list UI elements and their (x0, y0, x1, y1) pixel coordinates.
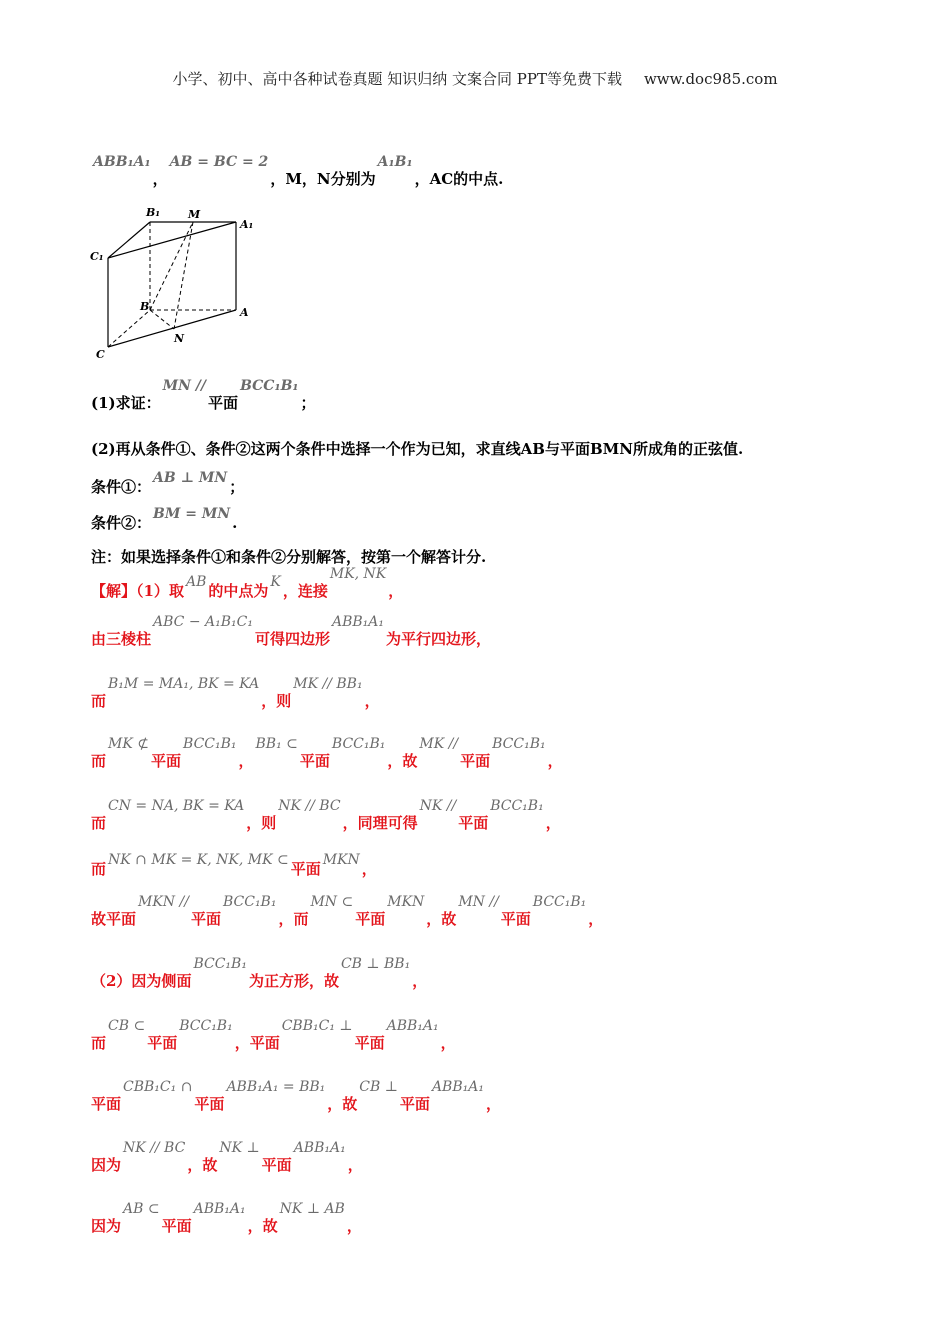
header-text: 小学、初中、高中各种试卷真题 知识归纳 文案合同 PPT等免费下载 (172, 70, 622, 88)
text: 的中点为 (208, 582, 269, 600)
label-C1: C₁ (90, 250, 104, 263)
math: BCC₁B₁ (183, 736, 237, 752)
text: 平面 (355, 910, 386, 928)
solution-line-6 (91, 852, 377, 879)
text: （2）因为侧面 (91, 972, 192, 990)
question-2: (2)再从条件①、条件②这两个条件中选择一个作为已知，求直线AB与平面BMN所成角的正弦值. (91, 440, 744, 458)
text: 平面 (161, 1217, 192, 1235)
text: 【解】（1）取 (91, 582, 184, 600)
solution-line-7 (91, 894, 604, 929)
math: BM = MN (153, 506, 231, 522)
math: BCC₁B₁ (331, 736, 386, 752)
text: 条件①： (91, 478, 152, 496)
label-M: M (188, 208, 201, 221)
math: MK ⊄ (108, 736, 149, 752)
text: 平面 (190, 910, 221, 928)
text: ； (300, 394, 316, 412)
text: ， (238, 752, 254, 770)
header-url[interactable]: www.doc985.com (643, 70, 778, 88)
math: MK, NK (329, 566, 387, 582)
math: AB ⊂ (123, 1201, 160, 1217)
math: ABB₁A₁ (431, 1079, 484, 1095)
text: 而 (91, 860, 107, 878)
math: AB (185, 574, 207, 590)
text: 因为 (91, 1156, 122, 1174)
math: CB ⊥ (359, 1079, 398, 1095)
math: NK // BC (123, 1140, 186, 1156)
math: AB = BC = 2 (169, 154, 269, 170)
text: 平面 (500, 910, 531, 928)
math: NK // (419, 798, 457, 814)
text: ，平面 (234, 1034, 280, 1052)
text: ， (545, 814, 561, 832)
math: ABB₁A₁ (193, 1201, 246, 1217)
text: (1)求证： (91, 394, 161, 412)
math: ABB₁A₁ (293, 1140, 346, 1156)
math: CBB₁C₁ ∩ (123, 1079, 193, 1095)
text: 由三棱柱 (91, 630, 152, 648)
text: ，故 (387, 752, 418, 770)
math: NK // BC (278, 798, 341, 814)
label-A1: A₁ (240, 218, 254, 231)
text: ，同理可得 (342, 814, 418, 832)
text: . (232, 514, 238, 532)
math: CN = NA, BK = KA (108, 798, 245, 814)
label-B1: B₁ (146, 206, 161, 219)
math: BCC₁B₁ (492, 736, 546, 752)
question-1 (91, 378, 316, 413)
text: 而 (91, 752, 107, 770)
text: ， (388, 582, 404, 600)
text: ， (346, 1217, 362, 1235)
label-A: A (240, 306, 249, 319)
math: NK ⊥ AB (279, 1201, 345, 1217)
prism-figure (88, 202, 268, 362)
text: ，故 (426, 910, 457, 928)
text: ，M，N分别为 (270, 170, 376, 188)
text: 而 (91, 1034, 107, 1052)
text: ； (229, 478, 245, 496)
math: MKN (387, 894, 425, 910)
problem-intro (91, 154, 504, 189)
math: BCC₁B₁ (240, 378, 299, 394)
text: ， (588, 910, 604, 928)
text: ，则 (261, 692, 292, 710)
math: BCC₁B₁ (193, 956, 247, 972)
text: 可得四边形 (254, 630, 330, 648)
text: 因为 (91, 1217, 122, 1235)
math: AB ⊥ MN (153, 470, 228, 486)
text: ，AC的中点. (414, 170, 504, 188)
math: NK ∩ MK = K, NK, MK ⊂ (108, 852, 289, 868)
text: ，故 (187, 1156, 218, 1174)
math: MKN // (138, 894, 189, 910)
math: MN ⊂ (310, 894, 354, 910)
text: ， (440, 1034, 456, 1052)
math: K (270, 574, 281, 590)
math: BCC₁B₁ (532, 894, 587, 910)
text: ， (152, 170, 168, 188)
text: ，故 (327, 1095, 358, 1113)
text: 平面 (399, 1095, 430, 1113)
text: ， (485, 1095, 501, 1113)
text: ，则 (246, 814, 277, 832)
text: 平面 (151, 752, 182, 770)
text: ， (547, 752, 563, 770)
text: 平面 (91, 1095, 122, 1113)
solution-line-4 (91, 736, 563, 771)
math: CB ⊥ BB₁ (340, 956, 411, 972)
label-N: N (174, 332, 185, 345)
math: ABB₁A₁ (386, 1018, 439, 1034)
text: 平面 (147, 1034, 178, 1052)
math: CBB₁C₁ ⊥ (281, 1018, 353, 1034)
text: ， (364, 692, 380, 710)
solution-line-1 (91, 566, 404, 601)
math: MK // (419, 736, 459, 752)
text: 平面 (354, 1034, 385, 1052)
math: A₁B₁ (377, 154, 413, 170)
text: 平面 (460, 752, 491, 770)
text: ，连接 (282, 582, 328, 600)
text: 平面 (194, 1095, 225, 1113)
text: 而 (91, 692, 107, 710)
solution-line-8 (91, 956, 428, 991)
math: MK // BB₁ (293, 676, 363, 692)
note: 注：如果选择条件①和条件②分别解答，按第一个解答计分. (91, 548, 487, 566)
math: BCC₁B₁ (222, 894, 277, 910)
math: ABB₁A₁ (93, 154, 151, 170)
text: 故平面 (91, 910, 137, 928)
math: NK ⊥ (219, 1140, 260, 1156)
text: ， (361, 860, 377, 878)
solution-line-3 (91, 676, 380, 711)
condition-1 (91, 470, 245, 497)
math: MN // (458, 894, 499, 910)
math: MN // (162, 378, 207, 394)
label-B: B (140, 300, 150, 313)
text: 平面 (290, 860, 321, 878)
math: B₁M = MA₁, BK = KA (108, 676, 260, 692)
solution-line-10 (91, 1079, 501, 1114)
solution-line-5 (91, 798, 561, 833)
text: 为平行四边形， (386, 630, 492, 648)
text: 平面 (261, 1156, 292, 1174)
text: 平面 (299, 752, 330, 770)
solution-line-2 (91, 614, 492, 649)
text: ，故 (247, 1217, 278, 1235)
text: ， (347, 1156, 363, 1174)
solution-line-12 (91, 1201, 362, 1236)
text: ，而 (278, 910, 309, 928)
condition-2 (91, 506, 238, 533)
page-header (0, 68, 950, 89)
text: 平面 (458, 814, 489, 832)
math: ABC − A₁B₁C₁ (153, 614, 253, 630)
math: BCC₁B₁ (179, 1018, 233, 1034)
math: CB ⊂ (108, 1018, 146, 1034)
math: ABB₁A₁ (331, 614, 385, 630)
solution-line-9 (91, 1018, 456, 1053)
math: MKN (322, 852, 360, 868)
math: BB₁ ⊂ (255, 736, 298, 752)
text: ， (412, 972, 428, 990)
text: 为正方形，故 (248, 972, 339, 990)
text: 条件②： (91, 514, 152, 532)
math: BCC₁B₁ (490, 798, 544, 814)
text: 平面 (208, 394, 239, 412)
solution-line-11 (91, 1140, 363, 1175)
math: ABB₁A₁ = BB₁ (226, 1079, 326, 1095)
label-C: C (96, 348, 105, 361)
text: 而 (91, 814, 107, 832)
